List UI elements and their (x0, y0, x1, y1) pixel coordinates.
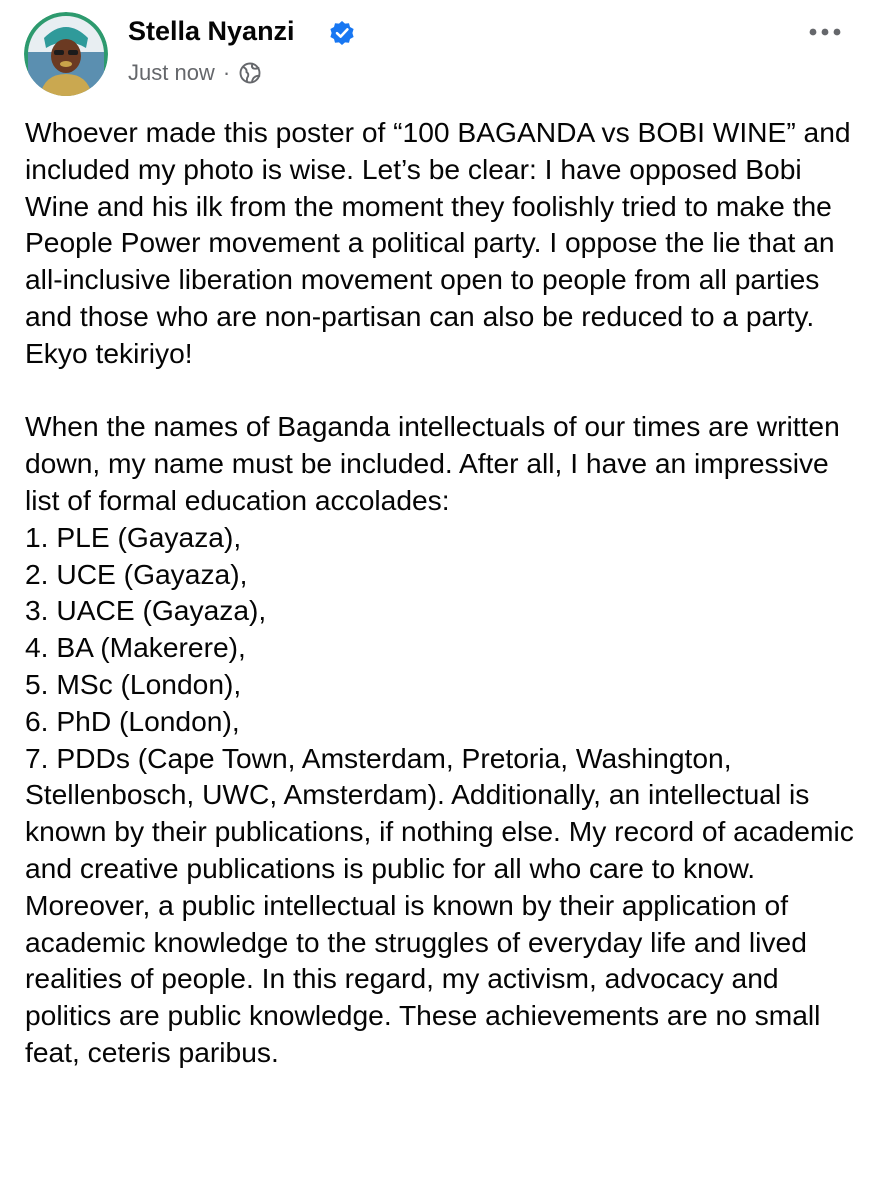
paragraph-spacer (25, 372, 860, 409)
post-paragraph: When the names of Baganda intellectuals of our times are written down, my name must be included. After all, I have an impressive list of formal education accolades: 1. PLE (Gayaza), 2. UCE (Gayaza), 3. UACE (Gayaza), 4. BA (Makerere), 5. MSc (London), 6. PhD (London), 7. PDDs (Cape Town, Amsterdam, Pretoria, Washington, Stellenbosch, UWC, Amsterdam). Additionally, an intellectual is known by their publications, if nothing else. My record of academic and creative publications is public for all who care to know. Moreover, a public intellectual is known by their application of academic knowledge to the struggles of everyday life and lived realities of people. In this regard, my activism, advocacy and politics are public knowledge. These achievements are no small feat, ceteris paribus. (25, 410, 854, 1068)
timestamp[interactable]: Just now (128, 60, 215, 85)
meta-separator: · (222, 60, 231, 85)
post-text (25, 114, 860, 1071)
post-meta (128, 58, 262, 88)
globe-icon[interactable] (238, 61, 262, 85)
more-horizontal-icon[interactable] (805, 18, 845, 46)
profile-photo (24, 12, 108, 96)
post-paragraph: Whoever made this poster of “100 BAGANDA vs BOBI WINE” and included my photo is wise. Let’s be clear: I have opposed Bobi Wine and his ilk from the moment they foolishly tried to make the People Power movement a political party. I oppose the lie that an all-inclusive liberation movement open to people from all parties and those who are non-partisan can also be reduced to a party. Ekyo tekiriyo! (25, 116, 851, 369)
post-header (0, 0, 875, 100)
verified-badge-icon (329, 20, 355, 46)
avatar[interactable] (24, 12, 108, 96)
author-name[interactable]: Stella Nyanzi (128, 16, 295, 46)
